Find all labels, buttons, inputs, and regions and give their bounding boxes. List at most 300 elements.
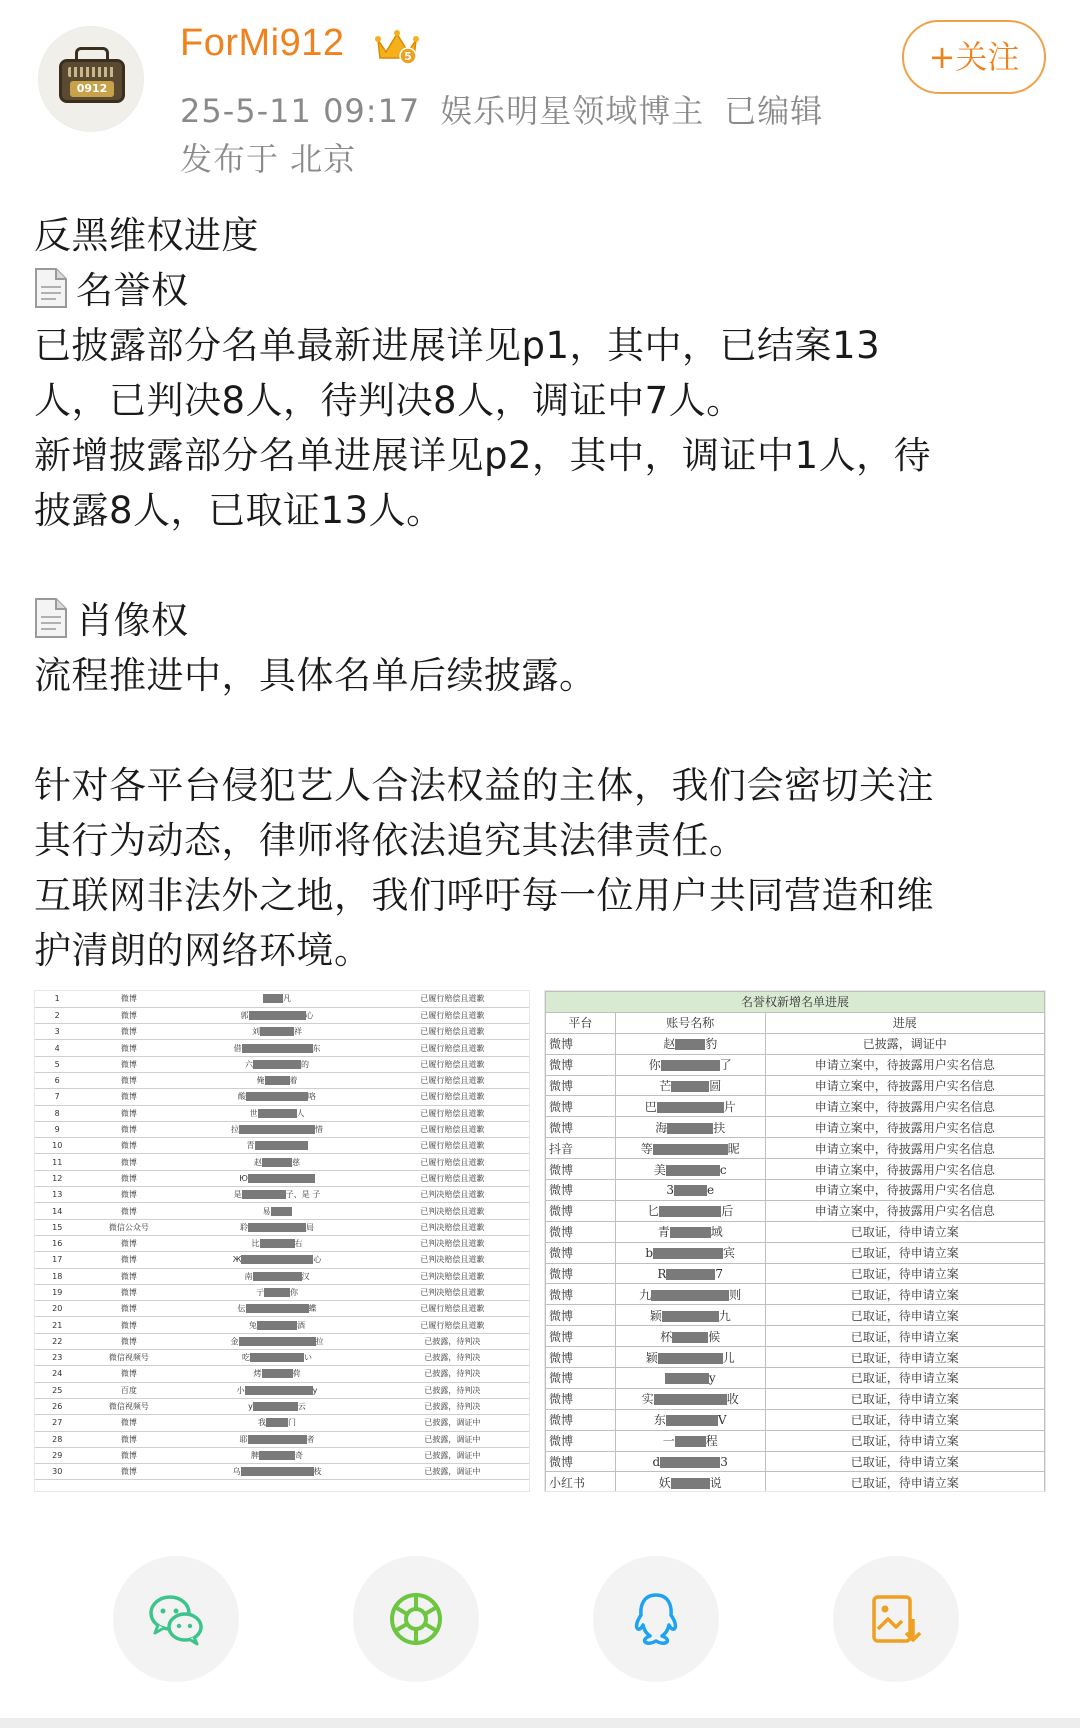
table-row [546,1472,1045,1492]
table-row [35,1252,529,1268]
platform-cell: 微博 [546,1221,616,1242]
status-cell: 已披露，待判决 [376,1366,529,1382]
table-row [546,1221,1045,1242]
post-content [34,208,1054,978]
table-title: 名誉权新增名单进展 [546,992,1045,1013]
table-row [546,1347,1045,1368]
platform-cell: 微博 [79,1072,178,1088]
account-cell: 实 收 [615,1388,765,1409]
status-cell: 已取证，待申请立案 [765,1221,1044,1242]
table-row [35,1040,529,1056]
redaction-block [265,1076,290,1085]
status-cell: 已披露，调证中 [765,1033,1044,1054]
platform-cell: 微博 [79,1024,178,1040]
status-cell: 已取证，待申请立案 [765,1347,1044,1368]
table-row [35,1203,529,1219]
account-cell: b 宾 [615,1242,765,1263]
paragraph-line: 披露8人，已取证13人。 [34,489,444,532]
table-row [546,1368,1045,1389]
table-row [35,1007,529,1023]
account-cell: 小 y [178,1382,376,1398]
table-row [546,1284,1045,1305]
status-cell: 已取证，待申请立案 [765,1368,1044,1389]
status-cell: 申请立案中，待披露用户实名信息 [765,1180,1044,1201]
account-cell: 美 c [615,1159,765,1180]
row-number: 30 [35,1464,79,1480]
redaction-block [242,1190,286,1199]
redaction-block [671,1081,709,1092]
table-row [35,1333,529,1349]
platform-cell: 微博 [79,1464,178,1480]
row-number: 14 [35,1203,79,1219]
share-qq-button[interactable] [593,1556,719,1682]
progress-table-p2 [545,991,1045,1492]
paragraph-line: 流程推进中，具体名单后续披露。 [34,654,597,697]
radio-icon [59,59,125,103]
avatar[interactable] [38,26,144,132]
table-row [35,1317,529,1333]
status-cell: 已履行赔偿且道歉 [376,1301,529,1317]
account-cell: 你 了 [615,1054,765,1075]
status-cell: 已履行赔偿且道歉 [376,1040,529,1056]
platform-cell: 微博 [79,1366,178,1382]
platform-cell: 微博 [546,1284,616,1305]
account-cell: 颖 儿 [615,1347,765,1368]
platform-cell: 微博 [546,1054,616,1075]
status-cell: 已披露，调证中 [376,1447,529,1463]
account-cell: 吃 い [178,1350,376,1366]
account-cell: 海 扶 [615,1117,765,1138]
redaction-block [245,1386,313,1395]
table-row [546,1159,1045,1180]
row-number: 15 [35,1219,79,1235]
row-number: 5 [35,1056,79,1072]
table-row [546,1096,1045,1117]
platform-cell: 微博 [546,1347,616,1368]
username[interactable]: ForMi912 [180,22,345,64]
account-cell: 兔 酒 [178,1317,376,1333]
platform-cell: 微博 [546,1075,616,1096]
account-cell: 耶 者 [178,1431,376,1447]
redaction-block [262,1158,292,1167]
platform-cell: 微博 [79,1154,178,1170]
status-cell: 已判决赔偿且道歉 [376,1187,529,1203]
redaction-block [253,1060,301,1069]
account-cell: 一 程 [615,1430,765,1451]
account-cell: 烤 荷 [178,1366,376,1382]
account-cell: R 7 [615,1263,765,1284]
platform-cell: 微博 [79,1203,178,1219]
platform-cell: 微博 [79,1170,178,1186]
platform-cell: 小红书 [546,1472,616,1492]
platform-cell: 微博 [546,1033,616,1054]
document-icon [34,597,68,639]
status-cell: 已披露，待判决 [376,1350,529,1366]
table-row [35,1415,529,1431]
account-cell: 世 人 [178,1105,376,1121]
account-cell: 借 东 [178,1040,376,1056]
platform-cell: 微博 [546,1242,616,1263]
redaction-block [675,1436,706,1447]
row-number: 1 [35,991,79,1007]
author-category: 娱乐明星领域博主 [440,92,705,130]
document-icon [34,267,68,309]
account-cell: 赵 豹 [615,1033,765,1054]
platform-cell: 微博 [79,1040,178,1056]
table-row [546,1326,1045,1347]
table-row [35,1464,529,1480]
redaction-block [241,1255,313,1264]
account-cell: 我 门 [178,1415,376,1431]
status-cell: 已判决赔偿且道歉 [376,1235,529,1251]
account-cell: y 云 [178,1398,376,1414]
table-row [35,1366,529,1382]
account-cell: 南 汉 [178,1268,376,1284]
row-number: 22 [35,1333,79,1349]
account-cell: 聆 局 [178,1219,376,1235]
row-number: 24 [35,1366,79,1382]
status-cell: 已履行赔偿且道歉 [376,1089,529,1105]
platform-cell: 微博 [546,1451,616,1472]
table-row [35,1350,529,1366]
row-number: 3 [35,1024,79,1040]
bottom-edge [0,1718,1080,1728]
paragraph-line: 已披露部分名单最新进展详见p1，其中，已结案13 [34,324,881,367]
table-row [546,1388,1045,1409]
account-cell: 俺 着 [178,1072,376,1088]
row-number: 17 [35,1252,79,1268]
wechat-icon [146,1589,206,1649]
account-cell: 青 [178,1138,376,1154]
redaction-block [654,1394,727,1405]
redaction-block [253,1402,298,1411]
account-cell: 等 昵 [615,1138,765,1159]
status-cell: 申请立案中，待披露用户实名信息 [765,1159,1044,1180]
table-row [35,1382,529,1398]
account-cell: 东 V [615,1409,765,1430]
table-row [35,1268,529,1284]
platform-cell: 微博 [79,1187,178,1203]
redaction-block [672,1332,708,1343]
post-header [0,0,1080,190]
row-number: 8 [35,1105,79,1121]
status-cell: 已披露，调证中 [376,1415,529,1431]
account-cell: 颖 九 [615,1305,765,1326]
post-meta [180,86,843,132]
section-heading [34,593,1054,648]
table-row [546,1305,1045,1326]
table-row [35,1447,529,1463]
table-row [546,1263,1045,1284]
share-wechat-button[interactable] [113,1556,239,1682]
redaction-block [666,1165,720,1176]
redaction-block [246,1092,308,1101]
status-cell: 已履行赔偿且道歉 [376,1121,529,1137]
status-cell: 已取证，待申请立案 [765,1326,1044,1347]
status-cell: 已判决赔偿且道歉 [376,1284,529,1300]
account-cell: 3 e [615,1180,765,1201]
status-cell: 申请立案中，待披露用户实名信息 [765,1138,1044,1159]
status-cell: 已披露，调证中 [376,1431,529,1447]
table-row [546,1117,1045,1138]
redaction-block [674,1185,707,1196]
table-row [35,1187,529,1203]
section-heading-text: 名誉权 [76,269,189,312]
redaction-block [239,1337,316,1346]
status-cell: 已取证，待申请立案 [765,1242,1044,1263]
paragraph-line: 护清朗的网络环境。 [34,929,372,972]
platform-cell: 微博 [79,1284,178,1300]
table-header: 账号名称 [615,1012,765,1033]
account-cell: 亍 你 [178,1284,376,1300]
redaction-block [666,1269,715,1280]
status-cell: 已履行赔偿且道歉 [376,991,529,1007]
platform-cell: 微博 [546,1368,616,1389]
redaction-block [246,1304,309,1313]
platform-cell: 微博 [546,1117,616,1138]
account-cell: 刘 祥 [178,1024,376,1040]
status-cell: 已履行赔偿且道歉 [376,1024,529,1040]
row-number: 11 [35,1154,79,1170]
status-cell: 申请立案中，待披露用户实名信息 [765,1117,1044,1138]
table-row [35,1089,529,1105]
table-row [546,1200,1045,1221]
status-cell: 已披露，待判决 [376,1333,529,1349]
edited-label: 已编辑 [724,92,824,130]
row-number: 12 [35,1170,79,1186]
redaction-block [651,1290,729,1301]
account-cell: 九 则 [615,1284,765,1305]
platform-cell: 微信公众号 [79,1219,178,1235]
paragraph-line: 人，已判决8人，待判决8人，调证中7人。 [34,379,744,422]
table-row [35,1431,529,1447]
status-cell: 已判决赔偿且道歉 [376,1203,529,1219]
redaction-block [258,1109,297,1118]
table-row [546,1451,1045,1472]
redaction-block [660,1457,720,1468]
paragraph-line: 互联网非法外之地，我们呼吁每一位用户共同营造和维 [34,874,934,917]
account-cell: 拉 惜 [178,1121,376,1137]
redaction-block [658,1353,723,1364]
platform-cell: 微博 [546,1388,616,1409]
platform-cell: 抖音 [546,1138,616,1159]
platform-cell: 微博 [546,1200,616,1221]
redaction-block [263,994,283,1003]
account-cell: 易 [178,1203,376,1219]
table-row [35,991,529,1007]
share-bar [0,1548,1080,1688]
redaction-block [248,1223,306,1232]
status-cell: 申请立案中，待披露用户实名信息 [765,1200,1044,1221]
post-images [34,990,1046,1492]
row-number: 23 [35,1350,79,1366]
status-cell: 已取证，待申请立案 [765,1409,1044,1430]
redaction-block [248,1174,315,1183]
status-cell: 已披露，调证中 [376,1464,529,1480]
badge-level: 5 [404,50,412,63]
table-row [546,1054,1045,1075]
platform-cell: 微信视频号 [79,1398,178,1414]
row-number: 4 [35,1040,79,1056]
account-cell: 乌 枝 [178,1464,376,1480]
row-number: 26 [35,1398,79,1414]
account-cell: 六 的 [178,1056,376,1072]
platform-cell: 微博 [79,1235,178,1251]
table-row [546,1242,1045,1263]
vip-crown-icon [374,26,420,66]
section-heading-text: 肖像权 [76,599,189,642]
row-number: 9 [35,1121,79,1137]
row-number: 7 [35,1089,79,1105]
account-cell: 赵 慈 [178,1154,376,1170]
redaction-block [260,1239,295,1248]
account-cell: 凡 [178,991,376,1007]
row-number: 6 [35,1072,79,1088]
paragraph-line: 其行为动态，律师将依法追究其法律责任。 [34,819,747,862]
status-cell: 已判决赔偿且道歉 [376,1268,529,1284]
platform-cell: 微博 [546,1263,616,1284]
account-cell: d 3 [615,1451,765,1472]
redaction-block [239,1125,315,1134]
redaction-block [257,1321,297,1330]
redaction-block [248,1435,307,1444]
status-cell: 已履行赔偿且道歉 [376,1317,529,1333]
redaction-block [253,1272,302,1281]
account-cell: 芒 圆 [615,1075,765,1096]
avatar-label: 0912 [70,81,114,97]
row-number: 13 [35,1187,79,1203]
platform-cell: 微博 [79,1089,178,1105]
status-cell: 已判决赔偿且道歉 [376,1252,529,1268]
status-cell: 申请立案中，待披露用户实名信息 [765,1096,1044,1117]
account-cell: 杯 候 [615,1326,765,1347]
table-header: 平台 [546,1012,616,1033]
redaction-block [266,1418,288,1427]
account-cell: 脾 奇 [178,1447,376,1463]
redaction-block [661,1060,720,1071]
row-number: 10 [35,1138,79,1154]
row-number: 29 [35,1447,79,1463]
status-cell: 已取证，待申请立案 [765,1284,1044,1305]
table-row [546,1430,1045,1451]
platform-cell: 微博 [79,1007,178,1023]
table-row [546,1138,1045,1159]
row-number: 27 [35,1415,79,1431]
platform-cell: 微博 [546,1326,616,1347]
row-number: 28 [35,1431,79,1447]
platform-cell: 微博 [79,1121,178,1137]
post-timestamp: 25-5-11 09:17 [180,92,421,130]
redaction-block [662,1311,719,1322]
table-row [546,1180,1045,1201]
redaction-block [259,1451,295,1460]
redaction-block [255,1141,308,1150]
redaction-block [675,1039,705,1050]
status-cell: 申请立案中，待披露用户实名信息 [765,1075,1044,1096]
post-image-p1[interactable] [34,990,530,1492]
account-cell: 巴 片 [615,1096,765,1117]
account-cell: Ю [178,1170,376,1186]
redaction-block [260,1027,294,1036]
section-heading [34,263,1054,318]
table-row [35,1235,529,1251]
status-cell: 已取证，待申请立案 [765,1388,1044,1409]
share-moments-button[interactable] [353,1556,479,1682]
platform-cell: 微博 [546,1430,616,1451]
status-cell: 申请立案中，待披露用户实名信息 [765,1054,1044,1075]
account-cell: 伝 蝶 [178,1301,376,1317]
redaction-block [264,1288,290,1297]
qq-icon [626,1589,686,1649]
status-cell: 已取证，待申请立案 [765,1263,1044,1284]
redaction-block [242,1044,313,1053]
row-number: 18 [35,1268,79,1284]
redaction-block [659,1206,721,1217]
platform-cell: 微博 [79,1056,178,1072]
platform-cell: 微博 [79,1301,178,1317]
table-row [546,1033,1045,1054]
progress-table-p1 [35,991,529,1480]
moments-icon [386,1589,446,1649]
redaction-block [271,1207,292,1216]
post-image-p2[interactable] [544,990,1046,1492]
account-cell: 妖 说 [615,1472,765,1492]
account-cell: y [615,1368,765,1389]
platform-cell: 微博 [79,1333,178,1349]
table-row [35,1072,529,1088]
table-row [35,1121,529,1137]
table-header: 进展 [765,1012,1044,1033]
account-cell: 青 域 [615,1221,765,1242]
platform-cell: 微信视频号 [79,1350,178,1366]
table-row [35,1284,529,1300]
redaction-block [667,1123,713,1134]
save-image-icon [866,1589,926,1649]
account-cell: 匕 后 [615,1200,765,1221]
table-row [35,1170,529,1186]
post-location: 发布于 北京 [180,140,357,178]
table-row [35,1105,529,1121]
platform-cell: 微博 [546,1159,616,1180]
status-cell: 已履行赔偿且道歉 [376,1056,529,1072]
table-row [35,1398,529,1414]
redaction-block [671,1478,710,1489]
status-cell: 已履行赔偿且道歉 [376,1154,529,1170]
table-row [35,1301,529,1317]
platform-cell: 微博 [79,1105,178,1121]
redaction-block [653,1144,728,1155]
redaction-block [653,1248,723,1259]
status-cell: 已履行赔偿且道歉 [376,1138,529,1154]
row-number: 2 [35,1007,79,1023]
account-cell: 比 右 [178,1235,376,1251]
account-cell: 金 拉 [178,1333,376,1349]
status-cell: 已履行赔偿且道歉 [376,1007,529,1023]
redaction-block [262,1369,293,1378]
platform-cell: 微博 [79,1317,178,1333]
redaction-block [657,1102,724,1113]
save-image-button[interactable] [833,1556,959,1682]
table-row [35,1154,529,1170]
platform-cell: 微博 [79,1431,178,1447]
platform-cell: 微博 [546,1409,616,1430]
status-cell: 已履行赔偿且道歉 [376,1072,529,1088]
status-cell: 已取证，待申请立案 [765,1451,1044,1472]
redaction-block [666,1415,718,1426]
follow-button[interactable]: +关注 [902,20,1046,94]
table-row [35,1138,529,1154]
account-cell: 酸 咯 [178,1089,376,1105]
